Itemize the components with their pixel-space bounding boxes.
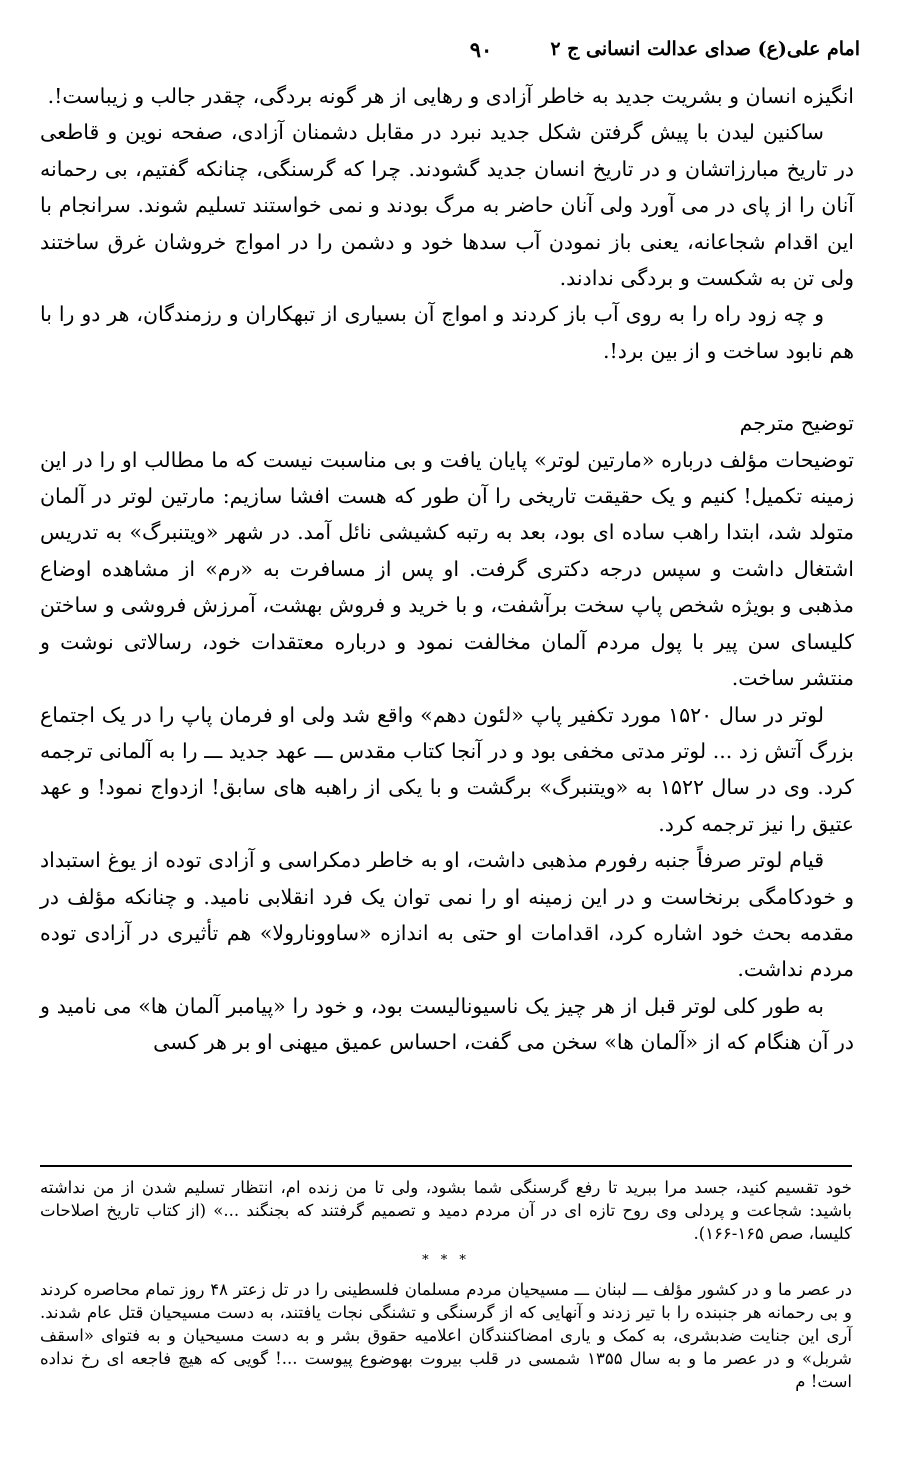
page-number: ۹۰	[469, 36, 493, 62]
footnote: در عصر ما و در کشور مؤلف ـــ لبنان ـــ مسیحیان مردم مسلمان فلسطینی را در تل زعتر ۴۸ روز تمام محاصره کردند و بی رحمانه هر جنبنده را با تیر زدند و آنهایی که از گرسنگی و تشنگی نجات یافتند، به دست مسیحیان قتل عام شدند. آری این جنایت ضدبشری، به کمک و یاری امضاکنندگان اعلامیه حقوق بشر و به دست مسیحیان و به فتوای «اسقف شربل» و در عصر ما و به سال ۱۳۵۵ شمسی در قلب بیروت بهوضوع پیوست ...! گویی که هیچ فاجعه ای رخ نداده است! م	[40, 1280, 852, 1391]
paragraph: توضیحات مؤلف درباره «مارتین لوتر» پایان یافت و بی مناسبت نیست که ما مطالب او را در این زمینه تکمیل! کنیم و یک حقیقت تاریخی را آن طور که هست افشا سازیم: مارتین لوتر در آلمان متولد شد، ابتدا راهب ساده ای بود، بعد به رتبه کشیشی نائل آمد. در شهر «ویتنبرگ» به تدریس اشتغال داشت و سپس درجه دکتری گرفت. او پس از مسافرت به «رم» از مشاهده اوضاع مذهبی و بویژه شخص پاپ سخت برآشفت، و با خرید و فروش بهشت، آمرزش فروشی و ساختن کلیسای سن پیر با پول مردم آلمان مخالفت نمود و درباره معتقدات خود، رسالاتی نوشت و منتشر ساخت.	[40, 447, 854, 691]
paragraph: لوتر در سال ۱۵۲۰ مورد تکفیر پاپ «لئون دهم» واقع شد ولی او فرمان پاپ را در یک اجتماع بزرگ آتش زد ... لوتر مدتی مخفی بود و در آنجا کتاب مقدس ـــ عهد جدید ـــ را به آلمانی ترجمه کرد. وی در سال ۱۵۲۲ به «ویتنبرگ» برگشت و با یکی از راهبه های سابق! ازدواج نمود! و عهد عتیق را نیز ترجمه کرد.	[40, 702, 854, 836]
section-heading: توضیح مترجم	[739, 411, 854, 436]
paragraph: ساکنین لیدن با پیش گرفتن شکل جدید نبرد در مقابل دشمنان آزادی، صفحه نوین و قاطعی در تاریخ مبارزاتشان و در تاریخ انسان جدید گشودند. چرا که گرسنگی، چنانکه گفتیم، بی رحمانه آنان را از پای در می آورد ولی آنان حاضر به مرگ بودند و نمی خواستند تسلیم شوند. سرانجام با این اقدام شجاعانه، یعنی باز نمودن آب سدها خود و دشمن را در امواج خروشان غرق ساختند ولی تن به شکست و بردگی ندادند.	[40, 120, 854, 291]
paragraph: و چه زود راه را به روی آب باز کردند و امواج آن بسیاری از تبهکاران و رزمندگان، هر دو را با هم نابود ساخت و از بین برد!.	[40, 302, 854, 363]
paragraph: قیام لوتر صرفاً جنبه رفورم مذهبی داشت، او به خاطر دمکراسی و آزادی توده از یوغ استبداد و خودکامگی برنخاست و در این زمینه او را نمی توان یک فرد انقلابی نامید. و چنانکه مؤلف در مقدمه بحث خود اشاره کرد، اقدامات او حتی به اندازه «ساوونارولا» هم تأثیری در آزادی توده مردم نداشت.	[40, 848, 854, 982]
main-text	[40, 78, 854, 1061]
paragraph: انگیزه انسان و بشریت جدید به خاطر آزادی و رهایی از هر گونه بردگی، چقدر جالب و زیباست!.	[47, 84, 854, 108]
running-title: امام علی(ع) صدای عدالت انسانی ج ۲	[550, 38, 860, 60]
paragraph: به طور کلی لوتر قبل از هر چیز یک ناسیونالیست بود، و خود را «پیامبر آلمان ها» می نامید و در آن هنگام که از «آلمان ها» سخن می گفت، احساس عمیق میهنی او بر هر کسی	[40, 993, 854, 1055]
page-header	[40, 34, 860, 64]
footnote-divider	[40, 1165, 852, 1167]
footnote: خود تقسیم کنید، جسد مرا ببرید تا رفع گرسنگی شما بشود، ولی تا من زنده ام، انتظار تسلیم شدن از من نداشته باشید: شجاعت و پردلی وی روح تازه ای در آن مردم دمید و تصمیم گرفتند که بجنگند ...» (از کتاب تاریخ اصلاحات کلیسا، صص ۱۶۵-۱۶۶).	[40, 1178, 853, 1243]
section-gap	[40, 369, 854, 405]
footnotes	[40, 1176, 852, 1393]
footnote-separator: * * *	[422, 1253, 470, 1268]
